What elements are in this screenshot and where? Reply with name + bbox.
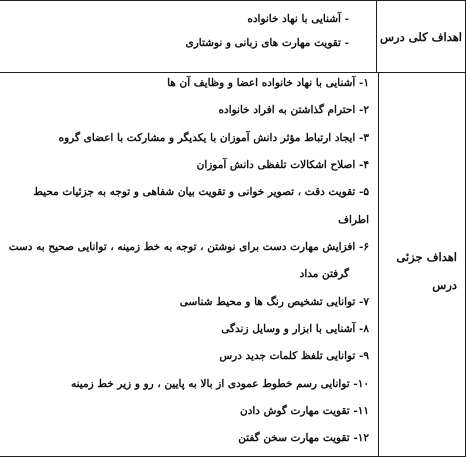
specific-goals-heading xyxy=(378,73,466,456)
specific-goal-item: ۱- آشنایی با نهاد خانواده اعضا و وظایف آن ها xyxy=(167,77,369,89)
general-goal-item: - آشنایی با نهاد خانواده xyxy=(247,13,349,25)
general-goals-cell xyxy=(0,1,377,73)
specific-goals-cell xyxy=(0,73,377,456)
specific-goal-item: ۹- توانایی تلفظ کلمات جدید درس xyxy=(219,350,369,362)
general-goal-item: - تقویت مهارت های زبانی و نوشتاری xyxy=(185,37,349,49)
specific-goals-heading-line: اهداف جزئی xyxy=(396,250,457,264)
specific-goals-heading-line: درس xyxy=(432,278,457,292)
specific-goal-continuation: گرفتن مداد xyxy=(299,268,349,280)
general-goals-heading: اهداف کلی درس xyxy=(376,1,466,73)
specific-goal-continuation: اطراف xyxy=(338,214,369,226)
specific-goal-item: ۴- اصلاح اشکالات تلفظی دانش آموزان xyxy=(196,159,369,171)
specific-goal-item: ۳- ایجاد ارتباط مؤثر دانش آموزان با یکدیگر و مشارکت با اعضای گروه xyxy=(58,132,369,144)
specific-goal-item: ۸- آشنایی با ابزار و وسایل زندگی xyxy=(221,323,369,335)
specific-goal-item: ۶- افزایش مهارت دست برای نوشتن ، توجه به خط زمینه ، توانایی صحیح به دست xyxy=(8,241,369,253)
specific-goal-item: ۱۲- تقویت مهارت سخن گفتن xyxy=(238,432,369,444)
specific-goal-item: ۷- توانایی تشخیص رنگ ها و محیط شناسی xyxy=(179,296,369,308)
specific-goal-item: ۲- احترام گذاشتن به افراد خانواده xyxy=(218,104,369,116)
general-goals-row xyxy=(0,0,466,73)
specific-goals-row xyxy=(0,72,466,457)
specific-goal-item: ۱۰- توانایی رسم خطوط عمودی از بالا به پایین ، رو و زیر خط زمینه xyxy=(71,378,369,390)
specific-goal-item: ۵- تقویت دقت ، تصویر خوانی و تقویت بیان شفاهی و توجه به جزئیات محیط xyxy=(33,186,369,198)
specific-goal-item: ۱۱- تقویت مهارت گوش دادن xyxy=(240,405,369,417)
